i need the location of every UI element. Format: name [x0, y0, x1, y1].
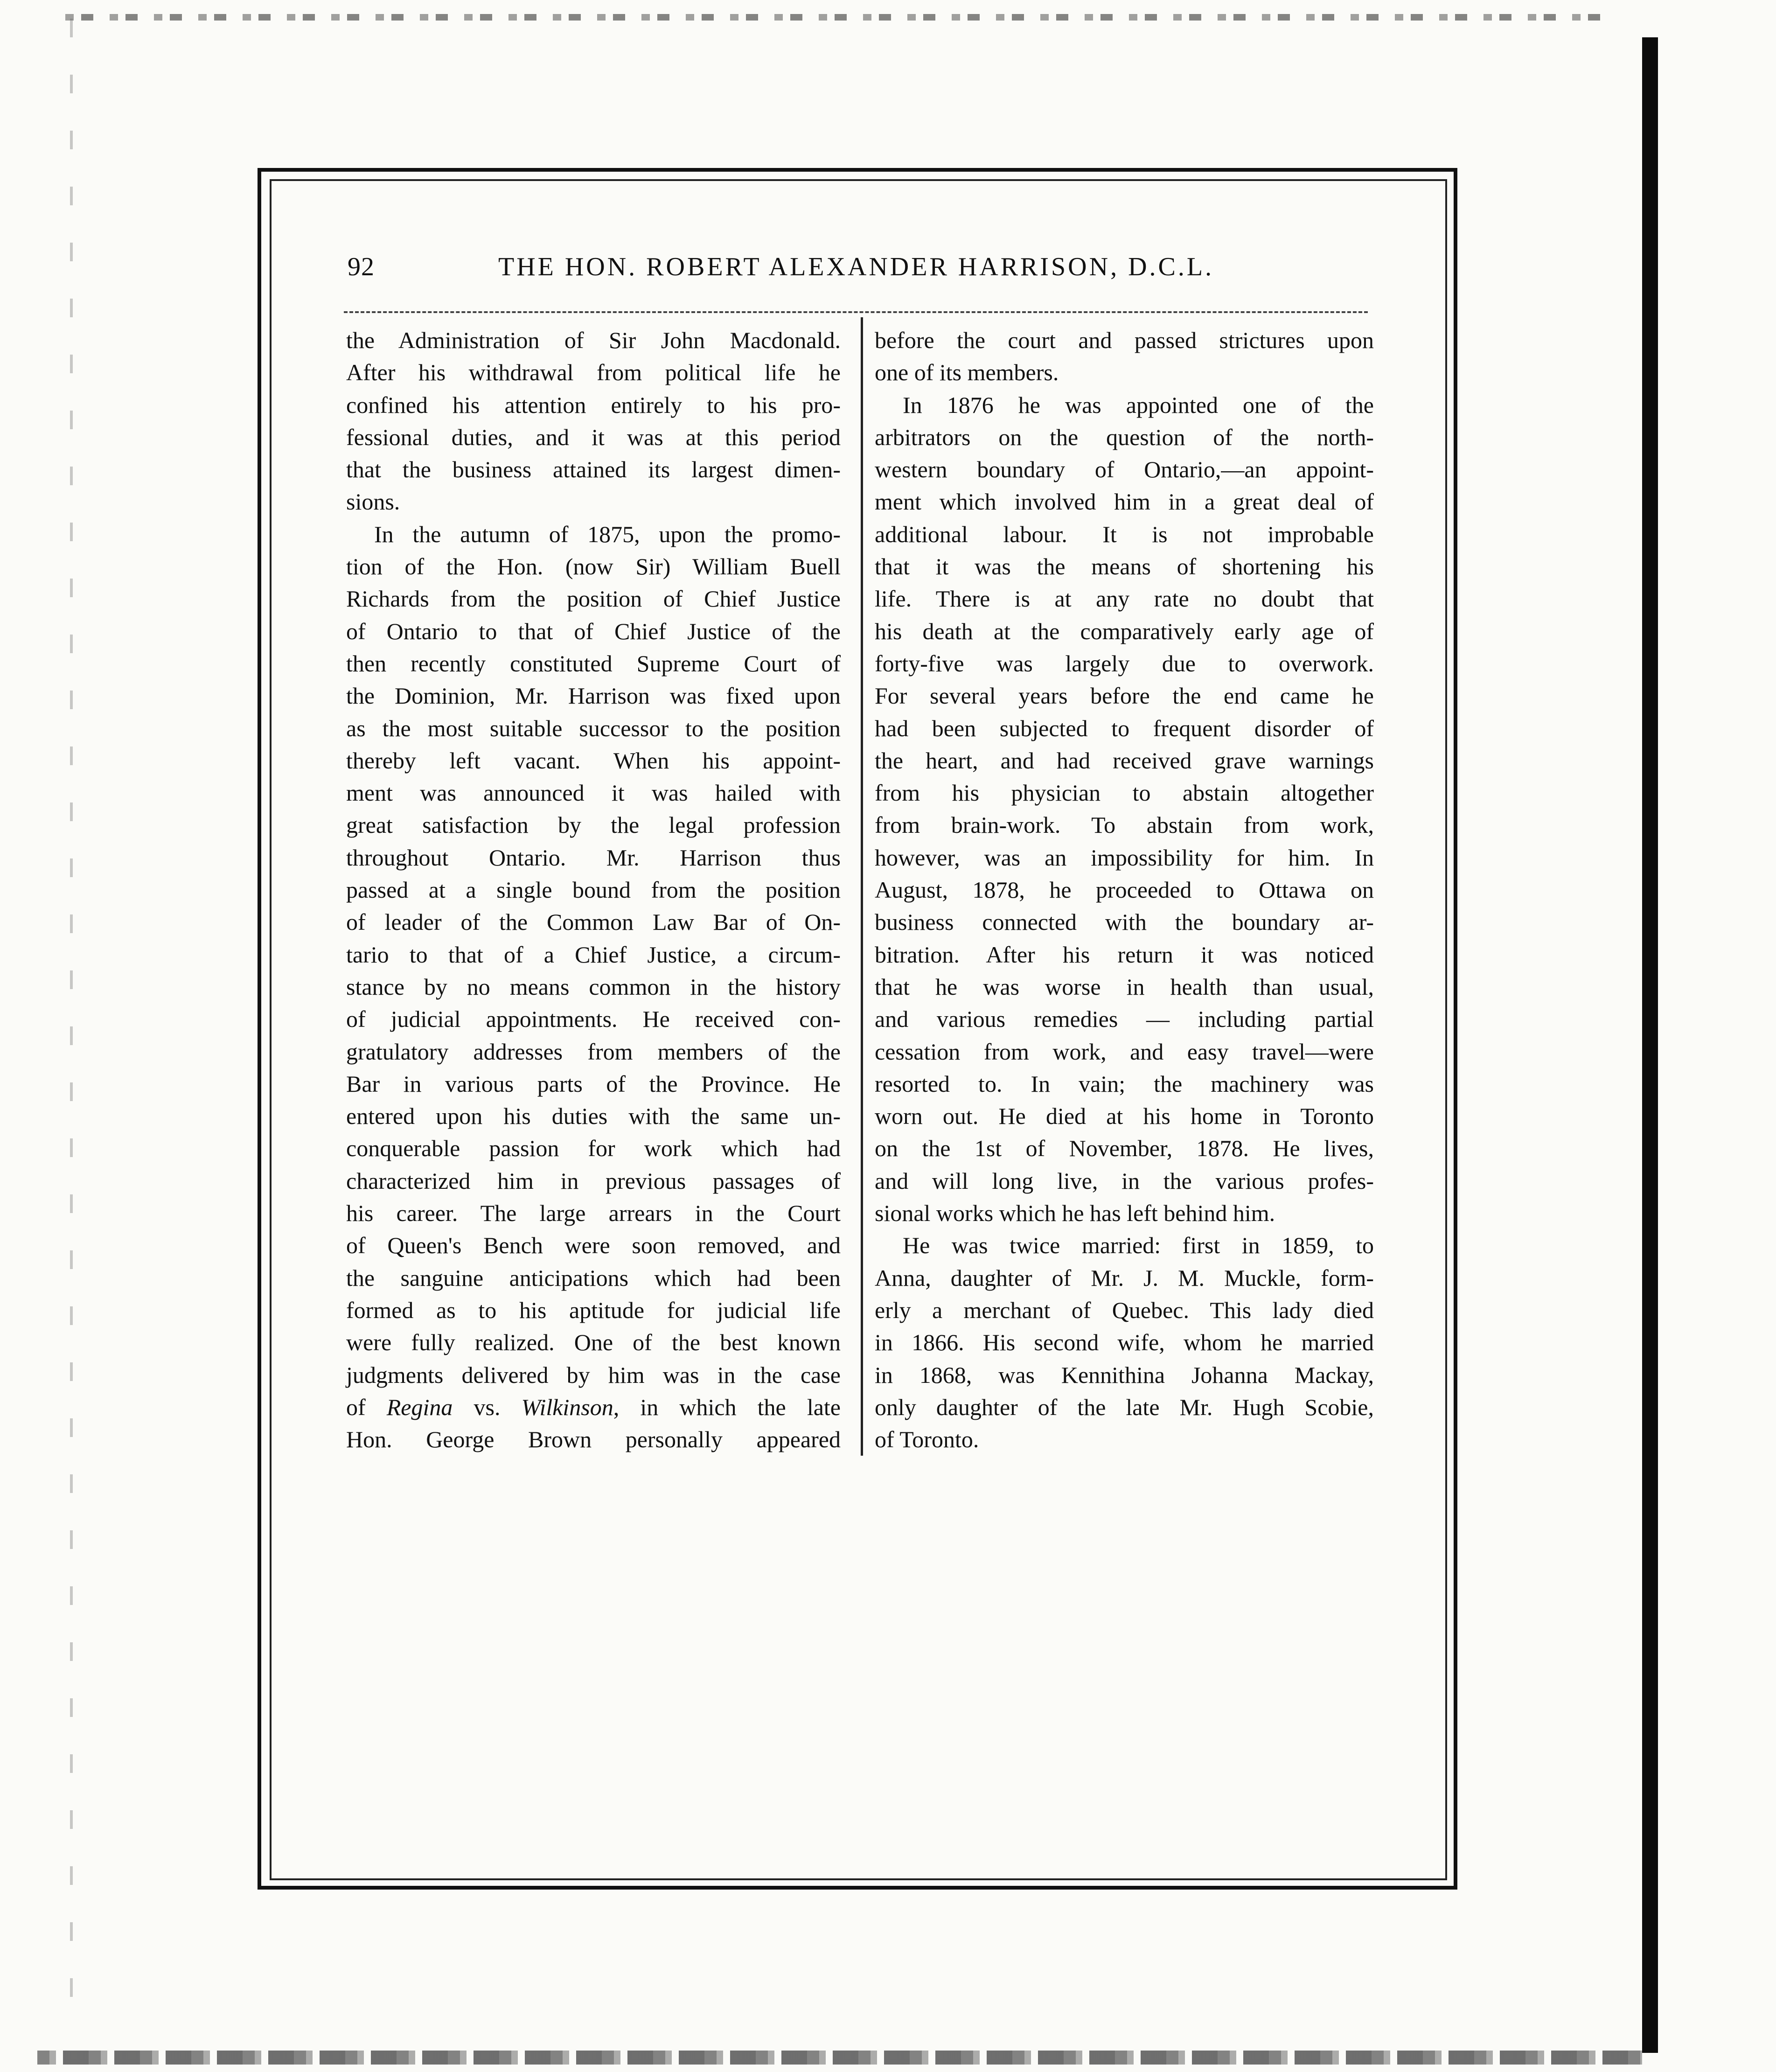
text-line: He was twice married: first in 1859, to	[903, 1232, 1374, 1259]
text-line: from his physician to abstain altogether	[875, 780, 1374, 806]
running-title: THE HON. ROBERT ALEXANDER HARRISON, D.C.L.	[498, 252, 1214, 281]
text-line: In 1876 he was appointed one of the	[903, 391, 1374, 418]
text-line: of Ontario to that of Chief Justice of the	[346, 618, 841, 644]
text-line: western boundary of Ontario,—an appoint-	[875, 456, 1374, 483]
text-line: formed as to his aptitude for judicial life	[346, 1297, 841, 1323]
text-line: the heart, and had received grave warnings	[875, 747, 1374, 774]
text-line: gratulatory addresses from members of the	[346, 1038, 841, 1065]
text-line: bitration. After his return it was noticed	[875, 941, 1374, 968]
scan-edge-left	[70, 19, 73, 2025]
text-line: great satisfaction by the legal profession	[346, 812, 841, 838]
text-line: For several years before the end came he	[875, 683, 1374, 709]
right-column	[875, 324, 1374, 1456]
text-line: sions.	[346, 488, 400, 515]
text-line: business connected with the boundary ar-	[875, 909, 1374, 935]
text-line: Anna, daughter of Mr. J. M. Muckle, form-	[875, 1264, 1374, 1291]
text-line: entered upon his duties with the same un-	[346, 1103, 841, 1130]
text-line: After his withdrawal from political life he	[346, 359, 841, 386]
text-line: that it was the means of shortening his	[875, 553, 1374, 580]
header-rule	[344, 311, 1368, 313]
text-line: and various remedies — including partial	[875, 1006, 1374, 1033]
text-line: Bar in various parts of the Province. He	[346, 1070, 841, 1097]
text-line: that he was worse in health than usual,	[875, 973, 1374, 1000]
page-header	[348, 252, 1365, 294]
text-line: throughout Ontario. Mr. Harrison thus	[346, 844, 841, 871]
text-line: of leader of the Common Law Bar of On-	[346, 909, 841, 935]
text-line: stance by no means common in the history	[346, 973, 841, 1000]
text-line: had been subjected to frequent disorder of	[875, 715, 1374, 741]
scan-edge-right	[1642, 37, 1658, 2053]
text-line: ment which involved him in a great deal of	[875, 488, 1374, 515]
text-line: thereby left vacant. When his appoint-	[346, 747, 841, 774]
text-line: on the 1st of November, 1878. He lives,	[875, 1135, 1374, 1162]
text-line: his career. The large arrears in the Court	[346, 1200, 841, 1227]
text-line: tario to that of a Chief Justice, a circum-	[346, 941, 841, 968]
page-number: 92	[348, 252, 375, 281]
text-line: passed at a single bound from the position	[346, 877, 841, 903]
text-line: the sanguine anticipations which had been	[346, 1264, 841, 1291]
text-line: erly a merchant of Quebec. This lady died	[875, 1297, 1374, 1323]
text-line: Hon. George Brown personally appeared	[346, 1426, 841, 1453]
scan-edge-top	[65, 14, 1605, 21]
text-line: August, 1878, he proceeded to Ottawa on	[875, 877, 1374, 903]
text-line: cessation from work, and easy travel—were	[875, 1038, 1374, 1065]
text-line: Richards from the position of Chief Justice	[346, 586, 841, 612]
text-line: one of its members.	[875, 359, 1059, 386]
text-line: fessional duties, and it was at this period	[346, 424, 841, 450]
left-column	[346, 324, 841, 1456]
text-line: were fully realized. One of the best known	[346, 1329, 841, 1356]
text-line: of judicial appointments. He received con-	[346, 1006, 841, 1033]
text-line: conquerable passion for work which had	[346, 1135, 841, 1162]
text-line: that the business attained its largest dimen-	[346, 456, 841, 483]
text-line: then recently constituted Supreme Court of	[346, 650, 841, 677]
text-line: his death at the comparatively early age of	[875, 618, 1374, 644]
text-line: only daughter of the late Mr. Hugh Scobie,	[875, 1394, 1374, 1420]
text-line: the Administration of Sir John Macdonald.	[346, 327, 841, 353]
scan-edge-bottom	[37, 2051, 1642, 2065]
text-line: ment was announced it was hailed with	[346, 780, 841, 806]
text-line: judgments delivered by him was in the case	[346, 1361, 841, 1388]
text-line: worn out. He died at his home in Toronto	[875, 1103, 1374, 1130]
text-line: from brain-work. To abstain from work,	[875, 812, 1374, 838]
text-line: In the autumn of 1875, upon the promo-	[374, 521, 841, 547]
text-line: forty-five was largely due to overwork.	[875, 650, 1374, 677]
text-line: of Regina vs. Wilkinson, in which the late	[346, 1394, 841, 1420]
text-line: and will long live, in the various profes-	[875, 1167, 1374, 1194]
text-line: of Toronto.	[875, 1426, 979, 1453]
text-line: resorted to. In vain; the machinery was	[875, 1070, 1374, 1097]
column-divider	[861, 317, 863, 1456]
text-line: sional works which he has left behind him.	[875, 1200, 1275, 1227]
text-line: confined his attention entirely to his pro-	[346, 391, 841, 418]
text-line: characterized him in previous passages of	[346, 1167, 841, 1194]
text-line: of Queen's Bench were soon removed, and	[346, 1232, 841, 1259]
text-line: additional labour. It is not improbable	[875, 521, 1374, 547]
text-line: arbitrators on the question of the north-	[875, 424, 1374, 450]
text-line: tion of the Hon. (now Sir) William Buell	[346, 553, 841, 580]
text-line: as the most suitable successor to the position	[346, 715, 841, 741]
text-line: before the court and passed strictures upon	[875, 327, 1374, 353]
text-line: in 1868, was Kennithina Johanna Mackay,	[875, 1361, 1374, 1388]
text-line: in 1866. His second wife, whom he married	[875, 1329, 1374, 1356]
text-line: the Dominion, Mr. Harrison was fixed upon	[346, 683, 841, 709]
text-line: however, was an impossibility for him. In	[875, 844, 1374, 871]
text-line: life. There is at any rate no doubt that	[875, 586, 1374, 612]
